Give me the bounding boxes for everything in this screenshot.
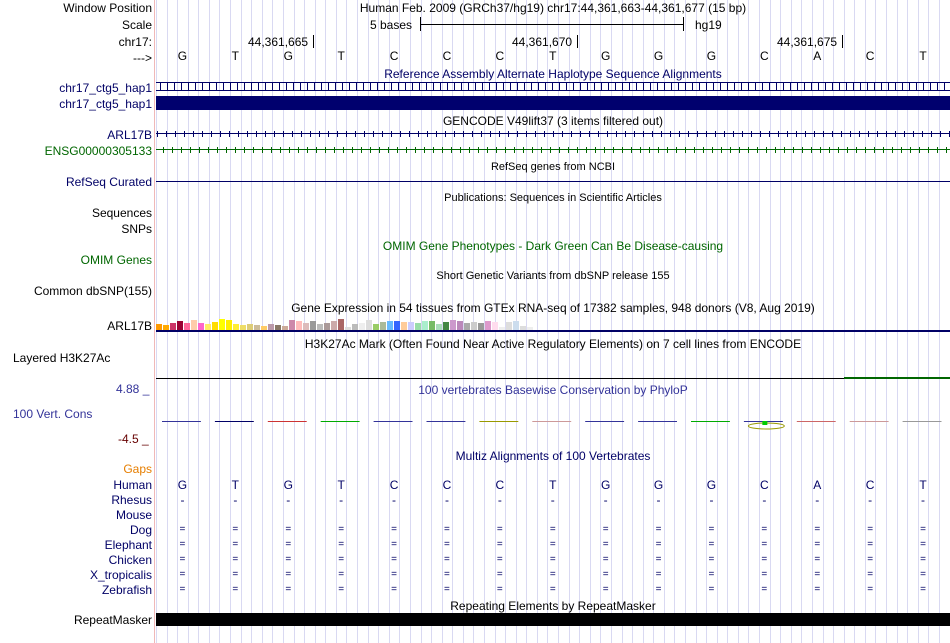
multiz-base: -	[815, 493, 820, 507]
multiz-base: =	[444, 539, 450, 550]
multiz-base: =	[867, 554, 874, 565]
multiz-base: =	[232, 584, 239, 595]
ruler-tick-2	[577, 35, 578, 48]
multiz-base: =	[708, 524, 715, 535]
reference-bases	[0, 49, 950, 63]
gtex-tissue-bar[interactable]	[450, 320, 456, 330]
multiz-base: =	[920, 554, 926, 565]
gtex-baseline	[156, 330, 950, 332]
h3k27ac-signal-green	[844, 377, 950, 379]
phylop-score-mark	[532, 421, 571, 422]
multiz-species-label[interactable]: X_tropicalis	[89, 568, 152, 582]
multiz-base: =	[391, 584, 397, 595]
multiz-gaps-label: Gaps	[123, 462, 152, 476]
strand-label: --->	[133, 51, 152, 65]
gtex-tissue-bar[interactable]	[471, 322, 477, 330]
gtex-tissue-bar[interactable]	[191, 320, 197, 330]
multiz-base: =	[496, 524, 503, 535]
multiz-base: =	[232, 524, 239, 535]
multiz-base: =	[496, 584, 503, 595]
alt-haplo-item-1[interactable]	[156, 82, 950, 91]
multiz-base: =	[602, 524, 609, 535]
multiz-track-title[interactable]: Multiz Alignments of 100 Vertebrates	[455, 449, 651, 463]
phylop-score-mark	[268, 421, 307, 422]
multiz-base: C	[442, 478, 452, 492]
multiz-base: C	[760, 478, 769, 492]
gencode-gene-1-label[interactable]: ARL17B	[107, 128, 152, 142]
reference-base: G	[283, 49, 293, 63]
reference-base: T	[549, 49, 557, 63]
multiz-base: =	[602, 554, 609, 565]
multiz-base: =	[602, 569, 609, 580]
multiz-base: C	[495, 478, 505, 492]
gtex-tissue-bar[interactable]	[296, 321, 302, 330]
gtex-tissue-bar[interactable]	[219, 319, 225, 330]
multiz-base: =	[285, 584, 292, 595]
multiz-species-label[interactable]: Chicken	[108, 553, 152, 567]
phylop-score-mark	[850, 421, 889, 422]
multiz-base: =	[867, 569, 874, 580]
reference-base: G	[600, 49, 611, 63]
phylop-score-mark	[903, 421, 942, 422]
gtex-tissue-bar[interactable]	[443, 322, 449, 330]
multiz-base: -	[180, 493, 185, 507]
assembly-name: hg19	[695, 18, 722, 32]
gtex-tissue-bar[interactable]	[338, 319, 344, 330]
gtex-tissue-bar[interactable]	[401, 322, 407, 330]
ruler-tick-label-3: 44,361,675	[777, 35, 838, 49]
multiz-base: =	[549, 584, 556, 595]
repeatmasker-track-title[interactable]: Repeating Elements by RepeatMasker	[450, 599, 656, 613]
gtex-tissue-bar[interactable]	[415, 323, 421, 330]
multiz-base: =	[761, 554, 768, 565]
multiz-base: =	[549, 539, 556, 550]
multiz-base: G	[706, 478, 717, 492]
scale-bar-left-tick	[420, 17, 421, 31]
gtex-tissue-bar[interactable]	[429, 321, 435, 330]
reference-base: T	[919, 49, 927, 63]
gtex-tissue-bar[interactable]	[457, 321, 463, 330]
multiz-base: -	[286, 493, 291, 507]
multiz-base: =	[232, 554, 239, 565]
ruler-tick-label-2: 44,361,670	[512, 35, 573, 49]
multiz-species-label[interactable]: Rhesus	[111, 493, 152, 507]
multiz-base: =	[814, 584, 821, 595]
multiz-base: T	[231, 478, 240, 492]
reference-base: G	[706, 49, 717, 63]
multiz-base: =	[179, 524, 186, 535]
multiz-base: =	[444, 569, 450, 580]
window-position-label: Window Position	[63, 1, 152, 15]
multiz-base: =	[338, 569, 345, 580]
phylop-score-mark	[638, 421, 677, 422]
multiz-base: -	[709, 493, 714, 507]
multiz-base: C	[389, 478, 399, 492]
omim-track-title[interactable]: OMIM Gene Phenotypes - Dark Green Can Be Disease-causing	[382, 239, 724, 253]
gtex-tissue-bar[interactable]	[177, 321, 183, 330]
multiz-base: T	[549, 478, 557, 492]
gencode-gene-2[interactable]	[156, 145, 950, 155]
phylop-score-mark	[691, 421, 730, 422]
multiz-species-label[interactable]: Zebrafish	[101, 583, 152, 597]
phylop-max-value: 4.88 _	[116, 382, 150, 396]
multiz-species-row	[0, 583, 950, 597]
multiz-species-row	[0, 493, 950, 507]
gtex-tissue-bar[interactable]	[422, 321, 428, 330]
phylop-score-mark	[797, 421, 836, 422]
ruler-tick-label-1: 44,361,665	[248, 35, 309, 49]
multiz-base: =	[655, 554, 662, 565]
multiz-base: =	[602, 584, 609, 595]
multiz-base: =	[232, 569, 239, 580]
multiz-base: -	[444, 493, 449, 507]
phylop-score-mark	[427, 421, 466, 422]
multiz-base: =	[338, 554, 345, 565]
multiz-base: =	[814, 569, 821, 580]
dbsnp-track-title[interactable]: Short Genetic Variants from dbSNP release 155	[436, 270, 670, 282]
gtex-tissue-bar[interactable]	[485, 321, 491, 330]
gtex-tissue-bar[interactable]	[289, 320, 295, 330]
phylop-scores[interactable]	[156, 417, 950, 431]
multiz-base: -	[656, 493, 661, 507]
multiz-base: =	[814, 539, 821, 550]
scale-label: Scale	[121, 18, 152, 32]
gtex-tissue-bar[interactable]	[303, 323, 309, 330]
phylop-score-mark	[479, 421, 518, 422]
phylop-label[interactable]: 100 Vert. Cons	[13, 407, 93, 421]
multiz-base: =	[920, 539, 926, 550]
gtex-tissue-bar[interactable]	[478, 323, 484, 330]
multiz-base: =	[179, 584, 186, 595]
multiz-species-label[interactable]: Human	[113, 478, 152, 492]
publications-label[interactable]: Sequences	[91, 206, 152, 220]
multiz-base: =	[496, 554, 503, 565]
reference-base: G	[177, 49, 188, 63]
phylop-score-mark	[585, 421, 624, 422]
multiz-base: T	[919, 478, 927, 492]
multiz-base: =	[655, 539, 662, 550]
gencode-track-title[interactable]: GENCODE V49lift37 (3 items filtered out)	[442, 114, 664, 128]
multiz-base: =	[285, 569, 292, 580]
gtex-tissue-bar[interactable]	[170, 323, 176, 330]
multiz-base: =	[655, 524, 662, 535]
multiz-base: -	[868, 493, 873, 507]
gtex-tissue-bar[interactable]	[226, 320, 232, 330]
multiz-base: =	[391, 524, 397, 535]
multiz-base: -	[603, 493, 608, 507]
multiz-base: -	[550, 493, 555, 507]
publications-track-title[interactable]: Publications: Sequences in Scientific Articles	[444, 192, 662, 204]
gtex-tissue-bar[interactable]	[380, 322, 386, 330]
multiz-base: G	[283, 478, 293, 492]
multiz-base: =	[549, 554, 556, 565]
multiz-base: =	[444, 524, 450, 535]
alt-haplo-label-1[interactable]: chr17_ctg5_hap1	[59, 81, 152, 95]
multiz-base: =	[655, 569, 662, 580]
multiz-species-row	[0, 538, 950, 552]
gtex-tissue-bar[interactable]	[387, 321, 393, 330]
multiz-base: =	[496, 539, 503, 550]
alt-haplo-label-2[interactable]: chr17_ctg5_hap1	[59, 97, 152, 111]
multiz-base: -	[233, 493, 238, 507]
reference-base: T	[231, 49, 240, 63]
dbsnp-label[interactable]: Common dbSNP(155)	[33, 284, 152, 298]
multiz-base: =	[920, 524, 926, 535]
gtex-tissue-bar[interactable]	[310, 321, 316, 330]
phylop-min-value: -4.5 _	[118, 432, 149, 446]
multiz-base: =	[179, 539, 186, 550]
chrom-label: chr17:	[118, 35, 152, 49]
phylop-track-title[interactable]: 100 vertebrates Basewise Conservation by PhyloP	[418, 383, 688, 397]
snps-label[interactable]: SNPs	[121, 222, 152, 236]
ruler-tick-3	[842, 35, 843, 48]
gtex-tissue-bar[interactable]	[513, 321, 519, 330]
phylop-score-mark	[374, 421, 413, 422]
ruler-tick-1	[313, 35, 314, 48]
gtex-tissue-bar[interactable]	[394, 321, 400, 330]
multiz-species-row	[0, 523, 950, 537]
phylop-score-mark	[162, 421, 201, 422]
multiz-base: C	[865, 478, 875, 492]
multiz-species-row	[0, 568, 950, 582]
multiz-species-row	[0, 553, 950, 567]
multiz-base: -	[921, 493, 926, 507]
h3k27ac-label[interactable]: Layered H3K27Ac	[13, 351, 111, 365]
multiz-species-label[interactable]: Dog	[129, 523, 152, 537]
multiz-base: =	[920, 584, 926, 595]
multiz-base: =	[549, 524, 556, 535]
phylop-score-mark	[215, 421, 254, 422]
multiz-base: =	[391, 539, 397, 550]
gtex-tissue-bar[interactable]	[198, 323, 204, 330]
multiz-base: =	[920, 569, 926, 580]
multiz-base: =	[708, 554, 715, 565]
multiz-species-row	[0, 478, 950, 492]
refseq-label[interactable]: RefSeq Curated	[65, 175, 152, 189]
multiz-base: -	[497, 493, 502, 507]
multiz-base: =	[708, 569, 715, 580]
gtex-tissue-bar[interactable]	[212, 322, 218, 330]
gtex-label[interactable]: ARL17B	[107, 319, 152, 333]
multiz-base: =	[285, 524, 292, 535]
multiz-base: =	[496, 569, 503, 580]
multiz-base: =	[338, 584, 345, 595]
scale-text: 5 bases	[370, 18, 413, 32]
multiz-base: =	[285, 539, 292, 550]
reference-base: C	[865, 49, 875, 63]
h3k27ac-track-title[interactable]: H3K27Ac Mark (Often Found Near Active Regulatory Elements) on 7 cell lines from ENCODE	[304, 337, 802, 351]
reference-base: C	[442, 49, 452, 63]
multiz-base: =	[867, 584, 874, 595]
gtex-tissue-bar[interactable]	[464, 323, 470, 330]
gtex-tissue-bar[interactable]	[408, 322, 414, 330]
gencode-gene-1[interactable]	[156, 129, 950, 139]
multiz-species-label[interactable]: Mouse	[115, 508, 152, 522]
multiz-base: =	[814, 554, 821, 565]
multiz-base: =	[338, 539, 345, 550]
reference-base: T	[337, 49, 345, 63]
gtex-tissue-bar[interactable]	[366, 320, 372, 330]
multiz-base: -	[762, 493, 767, 507]
multiz-base: =	[867, 524, 874, 535]
multiz-base: -	[339, 493, 344, 507]
repeatmasker-element[interactable]	[156, 613, 950, 626]
multiz-base: G	[653, 478, 664, 492]
scale-bar-right-tick	[683, 17, 684, 31]
multiz-base: =	[391, 554, 397, 565]
multiz-base: =	[444, 584, 450, 595]
multiz-base: A	[813, 478, 822, 492]
multiz-base: =	[708, 584, 715, 595]
multiz-base: =	[867, 539, 874, 550]
alt-haplo-track-title[interactable]: Reference Assembly Alternate Haplotype Sequence Alignments	[384, 67, 722, 81]
refseq-track-title[interactable]: RefSeq genes from NCBI	[490, 161, 616, 173]
multiz-base: =	[179, 569, 186, 580]
repeatmasker-label[interactable]: RepeatMasker	[73, 613, 152, 627]
gencode-gene-2-label[interactable]: ENSG00000305133	[44, 144, 152, 158]
multiz-base: =	[761, 524, 768, 535]
multiz-base: =	[391, 569, 397, 580]
multiz-base: G	[600, 478, 611, 492]
gtex-tissue-bar[interactable]	[359, 323, 365, 330]
multiz-species-label[interactable]: Elephant	[104, 538, 152, 552]
gtex-tissue-bar[interactable]	[492, 322, 498, 330]
multiz-base: =	[549, 569, 556, 580]
h3k27ac-signal-line	[156, 378, 844, 379]
gtex-track-title[interactable]: Gene Expression in 54 tissues from GTEx RNA-seq of 17382 samples, 948 donors (V8, Aug 2019)	[291, 301, 815, 315]
reference-base: C	[389, 49, 399, 63]
omim-label[interactable]: OMIM Genes	[80, 253, 152, 267]
scale-bar	[420, 24, 684, 25]
multiz-base: -	[392, 493, 397, 507]
gtex-tissue-bar[interactable]	[331, 321, 337, 330]
multiz-base: =	[338, 524, 345, 535]
multiz-base: =	[602, 539, 609, 550]
reference-base: C	[495, 49, 505, 63]
phylop-score-mark	[321, 421, 360, 422]
multiz-base: =	[232, 539, 239, 550]
multiz-base: =	[761, 569, 768, 580]
multiz-base: =	[708, 539, 715, 550]
gtex-tissue-bar[interactable]	[506, 322, 512, 330]
multiz-base: =	[761, 584, 768, 595]
phylop-score-peak	[762, 421, 767, 425]
multiz-base: =	[655, 584, 662, 595]
multiz-base: =	[285, 554, 292, 565]
reference-base: A	[813, 49, 822, 63]
multiz-base: T	[337, 478, 345, 492]
multiz-base: =	[761, 539, 768, 550]
multiz-base: =	[444, 554, 450, 565]
window-position-text: Human Feb. 2009 (GRCh37/hg19) chr17:44,361,663-44,361,677 (15 bp)	[359, 1, 747, 15]
gtex-expression-bars[interactable]	[156, 316, 536, 331]
reference-base: G	[653, 49, 664, 63]
alt-haplo-item-2[interactable]	[156, 96, 950, 110]
multiz-base: G	[177, 478, 188, 492]
gtex-tissue-bar[interactable]	[184, 323, 190, 330]
multiz-base: =	[179, 554, 186, 565]
multiz-base: =	[814, 524, 821, 535]
reference-base: C	[760, 49, 769, 63]
gtex-tissue-bar[interactable]	[324, 323, 330, 330]
refseq-gene-line[interactable]	[156, 181, 950, 182]
